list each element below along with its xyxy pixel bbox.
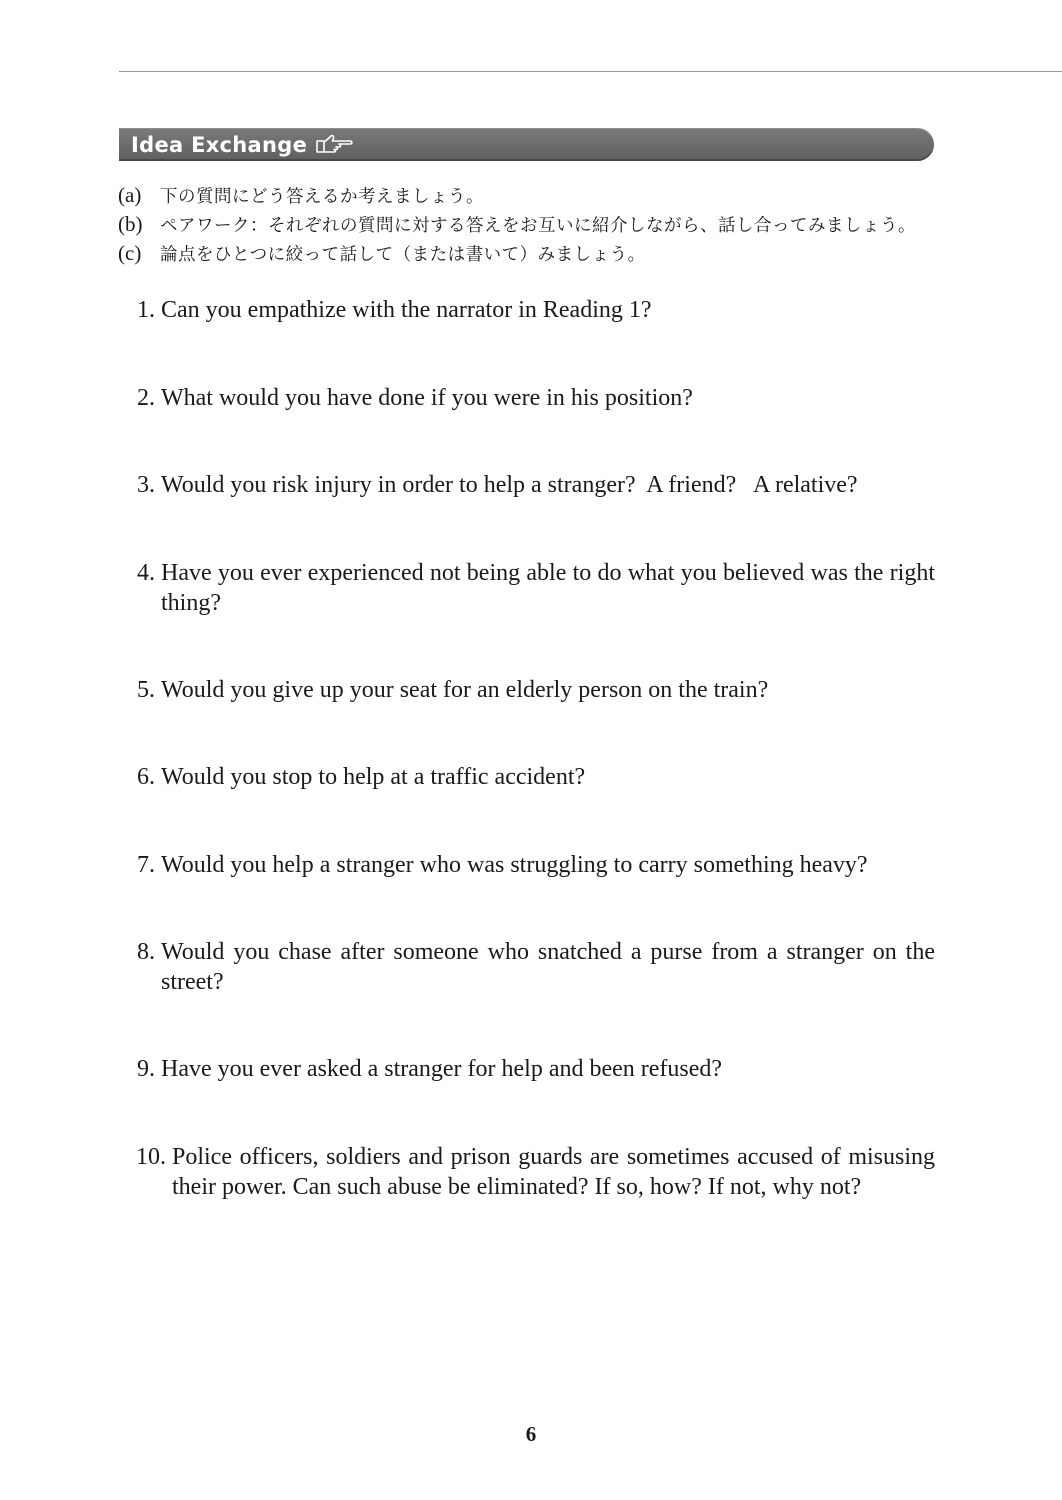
question-text: Would you chase after someone who snatched a purse from a stranger on the street? <box>161 939 935 995</box>
question-text: What would you have done if you were in his position? <box>161 385 693 411</box>
question-number: 4. <box>137 560 155 586</box>
question-number: 9. <box>137 1056 155 1082</box>
instructions <box>118 181 958 268</box>
question-text: Have you ever asked a stranger for help and been refused? <box>161 1056 723 1082</box>
question-text: Would you give up your seat for an elderly person on the train? <box>161 677 769 703</box>
instruction-a <box>118 181 958 210</box>
instruction-marker: (c) <box>118 241 142 265</box>
question-number: 8. <box>137 939 155 965</box>
question-number: 7. <box>137 852 155 878</box>
question-8 <box>132 937 935 997</box>
question-10 <box>132 1142 935 1202</box>
page-number: 6 <box>525 1422 537 1446</box>
question-text: Can you empathize with the narrator in Reading 1? <box>161 297 652 323</box>
instruction-marker: (b) <box>118 212 143 236</box>
instruction-c <box>118 239 958 268</box>
instruction-text: 下の質問にどう答えるか考えましょう。 <box>160 187 484 207</box>
question-1 <box>132 295 935 325</box>
question-number: 1. <box>137 297 155 323</box>
question-text: Would you risk injury in order to help a stranger? A friend? A relative? <box>161 472 858 498</box>
section-banner <box>119 128 934 161</box>
question-number: 6. <box>137 764 155 790</box>
section-title: Idea Exchange <box>131 132 308 157</box>
question-text: Would you help a stranger who was struggling to carry something heavy? <box>161 852 868 878</box>
question-9 <box>132 1054 935 1084</box>
question-text: Have you ever experienced not being able to do what you believed was the right thing? <box>161 560 935 616</box>
question-7 <box>132 850 935 880</box>
question-2 <box>132 383 935 413</box>
question-5 <box>132 675 935 705</box>
question-number: 10. <box>136 1144 166 1170</box>
instruction-b <box>118 210 958 239</box>
question-text: Police officers, soldiers and prison guards are sometimes accused of misusing their power. Can such abuse be eliminated? If so, how? If not, why not? <box>172 1144 935 1200</box>
instruction-marker: (a) <box>118 183 142 207</box>
top-rule <box>119 71 1062 72</box>
instruction-text: 論点をひとつに絞って話して（または書いて）みましょう。 <box>160 245 646 265</box>
question-4 <box>132 558 935 618</box>
question-text: Would you stop to help at a traffic accident? <box>161 764 586 790</box>
question-number: 5. <box>137 677 155 703</box>
instruction-text: ペアワーク：それぞれの質問に対する答えをお互いに紹介しながら、話し合ってみましょう。 <box>160 216 916 236</box>
question-3 <box>132 470 935 500</box>
question-number: 3. <box>137 472 155 498</box>
pointing-hand-icon <box>315 133 355 157</box>
question-number: 2. <box>137 385 155 411</box>
question-6 <box>132 762 935 792</box>
